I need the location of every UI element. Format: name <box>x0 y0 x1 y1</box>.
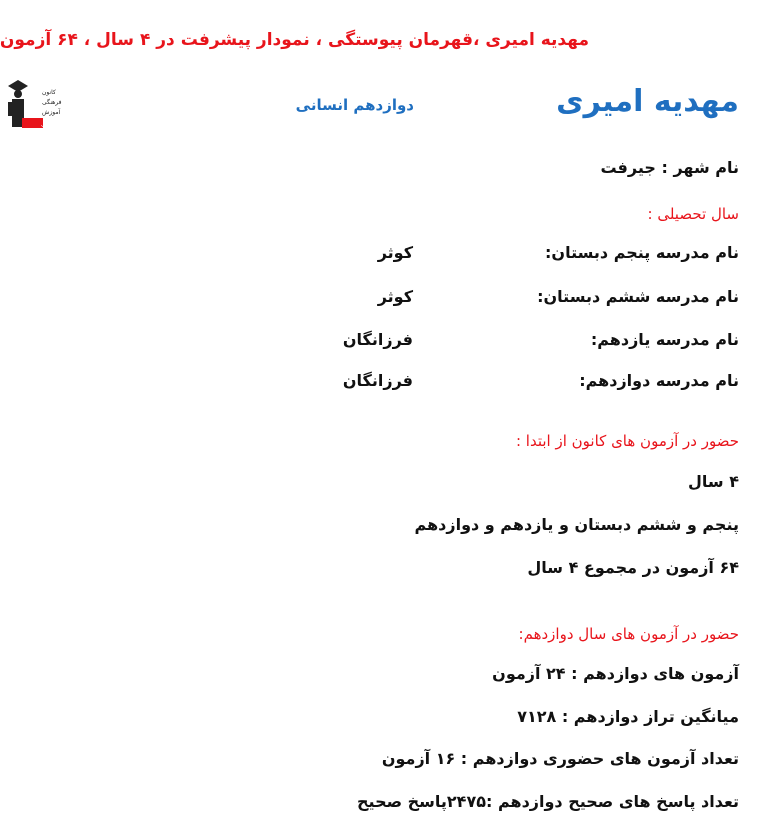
academic-heading: سال تحصیلی : <box>647 205 739 223</box>
school-label-11th: نام مدرسه یازدهم: <box>590 330 739 349</box>
attendance-years: ۴ سال <box>688 472 739 491</box>
attendance-heading: حضور در آزمون های کانون از ابتدا : <box>515 432 739 450</box>
twelfth-correct-answers: تعداد پاسخ های صحیح دوازدهم :۲۴۷۵پاسخ صحیح <box>357 792 739 811</box>
logo-line-2: فرهنگی <box>42 99 62 106</box>
graduate-logo-icon <box>4 72 62 142</box>
school-value-12th: فرزانگان <box>342 371 413 390</box>
logo-badge: قلم‌چی <box>41 121 59 128</box>
attendance-grades: پنجم و ششم دبستان و یازدهم و دوازدهم <box>414 515 739 534</box>
logo-line-3: آموزش <box>42 109 61 116</box>
attendance-total: ۶۴ آزمون در مجموع ۴ سال <box>527 558 739 577</box>
page-title: مهدیه امیری ،قهرمان پیوستگی ، نمودار پیشرفت در ۴ سال ، ۶۴ آزمون <box>0 30 589 50</box>
school-label-5th: نام مدرسه پنجم دبستان: <box>545 243 739 262</box>
twelfth-average: میانگین تراز دوازدهم : ۷۱۲۸ <box>517 707 739 726</box>
school-label-12th: نام مدرسه دوازدهم: <box>579 371 739 390</box>
city-line: نام شهر : جیرفت <box>600 158 739 177</box>
twelfth-in-person: تعداد آزمون های حضوری دوازدهم : ۱۶ آزمون <box>381 749 739 768</box>
student-grade: دوازدهم انسانی <box>295 96 414 114</box>
school-label-6th: نام مدرسه ششم دبستان: <box>537 287 739 306</box>
school-value-6th: کوثر <box>377 287 413 306</box>
twelfth-exams: آزمون های دوازدهم : ۲۴ آزمون <box>492 664 739 683</box>
twelfth-heading: حضور در آزمون های سال دوازدهم: <box>518 625 739 643</box>
school-value-11th: فرزانگان <box>342 330 413 349</box>
school-value-5th: کوثر <box>377 243 413 262</box>
student-name: مهدیه امیری <box>556 84 739 119</box>
logo-line-1: کانون <box>42 89 56 96</box>
